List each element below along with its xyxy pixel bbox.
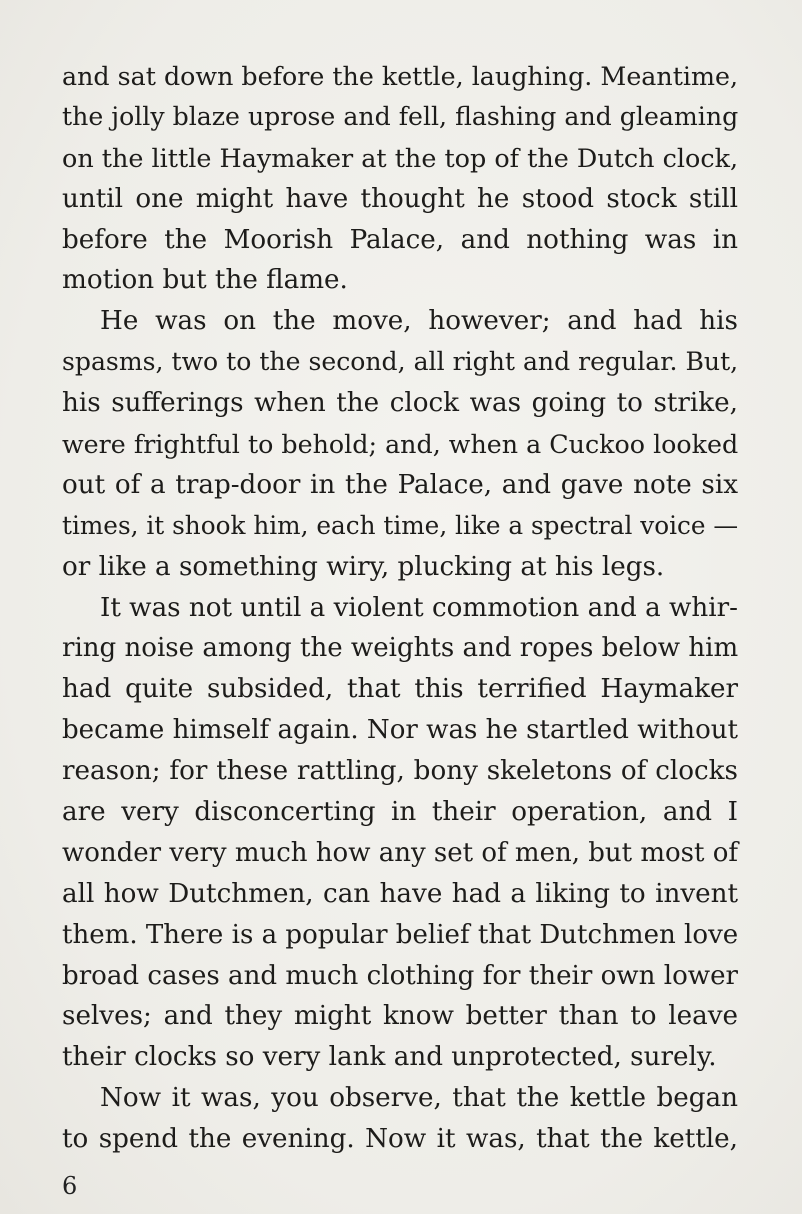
text-line: them. There is a popular belief that Dutchmen love <box>62 919 739 950</box>
text-line: spasms, two to the second, all right and regular. But, <box>62 347 739 377</box>
paragraph-4 <box>62 1078 738 1160</box>
text-line: It was not until a violent commotion and a whir- <box>100 592 738 623</box>
text-line: ring noise among the weights and ropes below him <box>62 633 739 664</box>
page-number: 6 <box>62 1172 78 1200</box>
text-line: to spend the evening. Now it was, that the kettle, <box>62 1124 738 1155</box>
paragraph-1 <box>62 56 738 301</box>
text-line: and sat down before the kettle, laughing. Meantime, <box>62 61 738 91</box>
text-line: out of a trap-door in the Palace, and gave note six <box>62 469 738 500</box>
text-line: all how Dutchmen, can have had a liking to invent <box>62 878 738 909</box>
text-line: before the Moorish Palace, and nothing was in <box>62 224 738 255</box>
text-line: until one might have thought he stood stock still <box>62 183 738 214</box>
text-line: times, it shook him, each time, like a spectral voice — <box>62 510 739 540</box>
text-line: his sufferings when the clock was going to strike, <box>62 388 738 419</box>
body-text <box>62 56 738 1160</box>
text-line: their clocks so very lank and unprotected, surely. <box>62 1042 717 1073</box>
text-line: the jolly blaze uprose and fell, flashing and gleaming <box>62 101 739 131</box>
text-line: He was on the move, however; and had his <box>100 306 738 337</box>
text-line: Now it was, you observe, that the kettle began <box>100 1083 738 1114</box>
text-line: reason; for these rattling, bony skeletons of clocks <box>62 756 738 787</box>
text-line: became himself again. Nor was he startled without <box>62 715 738 746</box>
text-line: were frightful to behold; and, when a Cuckoo looked <box>62 429 739 460</box>
text-line: wonder very much how any set of men, but most of <box>62 837 738 868</box>
text-line: on the little Haymaker at the top of the Dutch clock, <box>62 142 739 173</box>
text-line: or like a something wiry, plucking at his legs. <box>62 551 665 582</box>
text-line: broad cases and much clothing for their own lower <box>62 960 738 991</box>
paragraph-3 <box>62 588 738 1079</box>
paragraph-2 <box>62 301 738 587</box>
text-line: had quite subsided, that this terrified Haymaker <box>62 674 738 705</box>
text-line: are very disconcerting in their operation, and I <box>62 797 738 828</box>
text-line: motion but the flame. <box>62 265 348 296</box>
text-line: selves; and they might know better than to leave <box>62 1001 738 1032</box>
